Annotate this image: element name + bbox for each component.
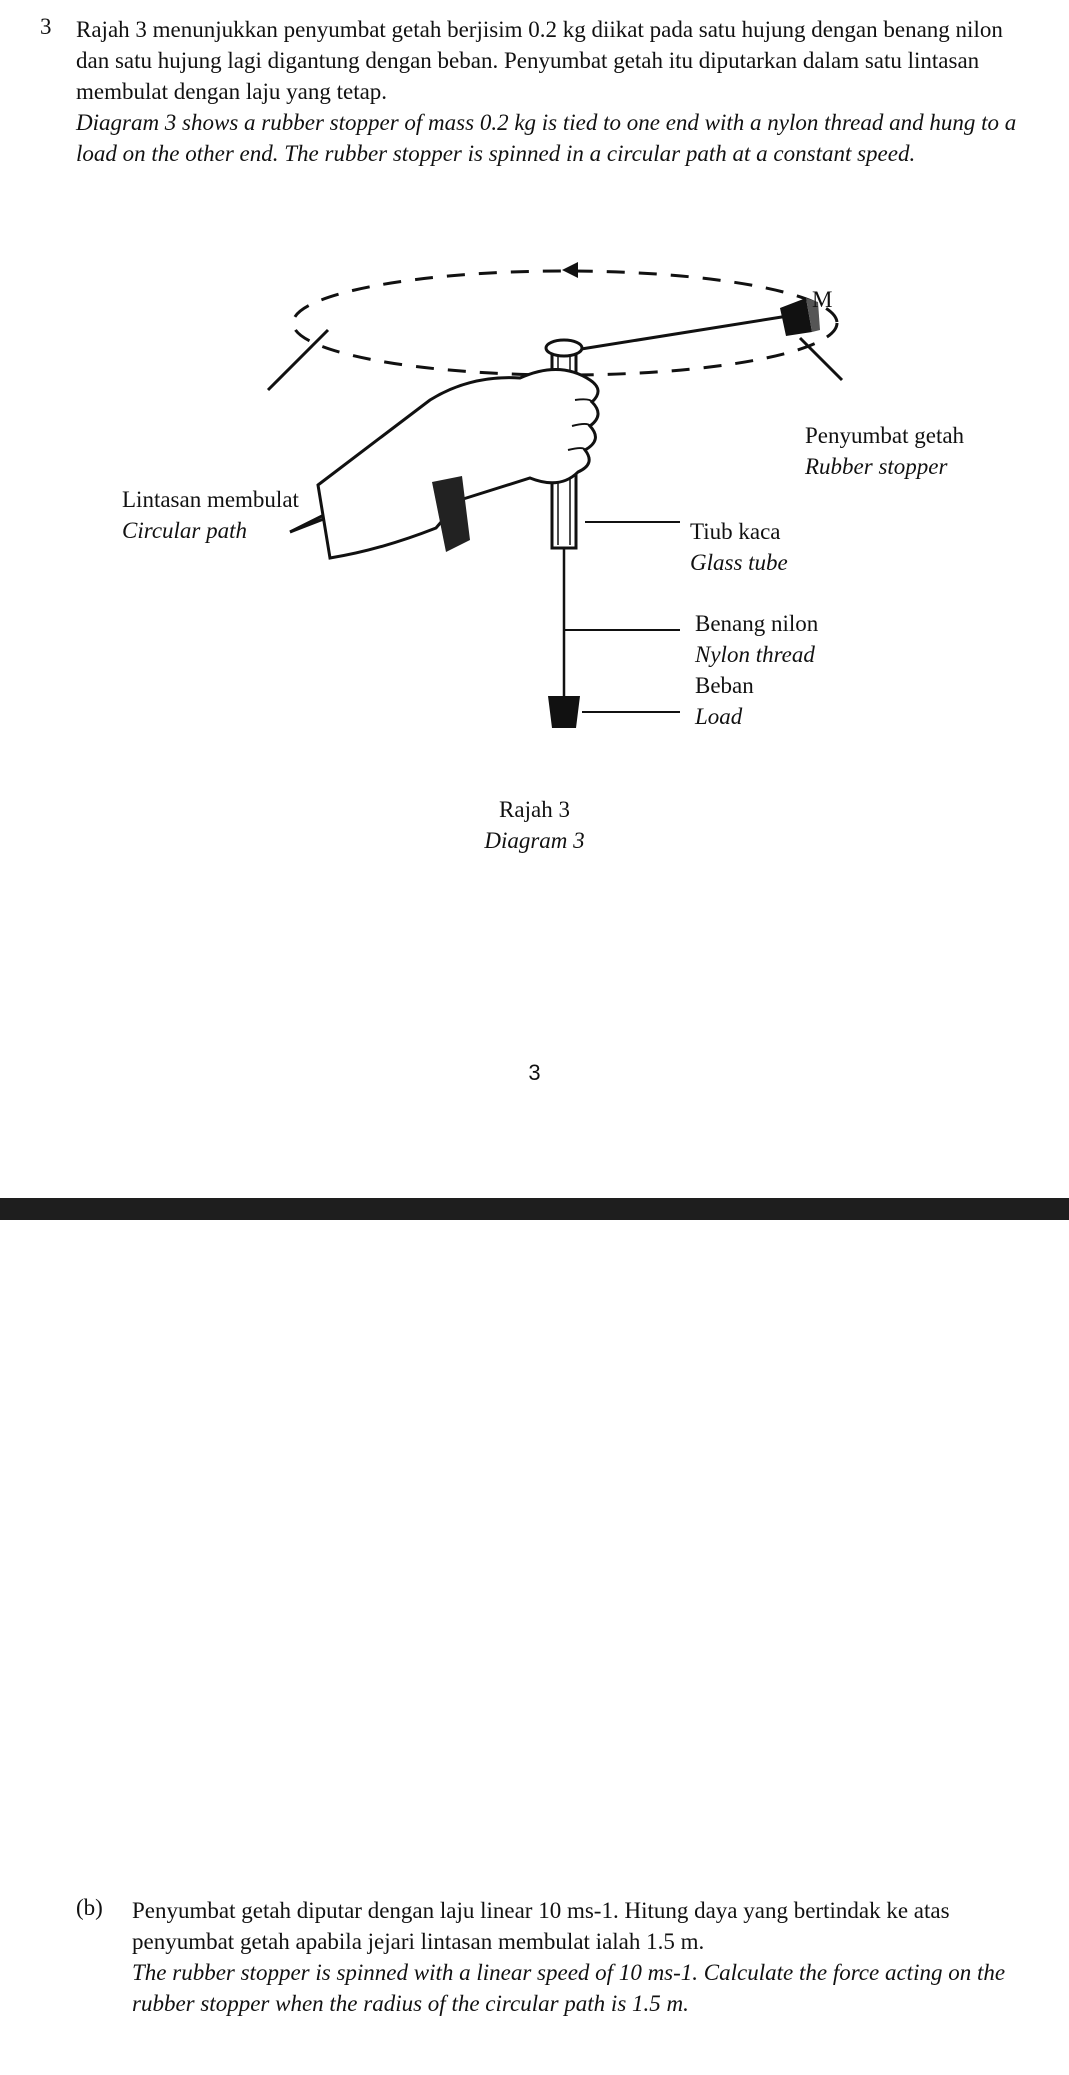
glass-tube-top	[546, 340, 582, 356]
question-number: 3	[40, 14, 52, 39]
label-glass-tube-en: Glass tube	[690, 550, 788, 575]
label-circular-path	[122, 484, 299, 546]
part-b-label: (b)	[76, 1895, 103, 1920]
label-glass-tube-ms: Tiub kaca	[690, 519, 781, 544]
part-b-english: The rubber stopper is spinned with a linear speed of 10 ms-1. Calculate the force acting on the rubber stopper when the radius of the circular path is 1.5 m.	[132, 1960, 1006, 2016]
label-nylon-thread-en: Nylon thread	[695, 642, 815, 667]
label-rubber-stopper	[805, 420, 964, 482]
label-load	[695, 670, 754, 732]
label-rubber-stopper-ms: Penyumbat getah	[805, 423, 965, 448]
label-load-en: Load	[695, 704, 743, 729]
label-circular-path-en: Circular path	[122, 518, 248, 543]
page-divider	[0, 1198, 1069, 1220]
label-nylon-thread-ms: Benang nilon	[695, 611, 819, 636]
intro-english: Diagram 3 shows a rubber stopper of mass 0.2 kg is tied to one end with a nylon thread and hung to a load on the other end. The rubber stopper is spinned in a circular path at a constant speed.	[76, 110, 1017, 166]
page-number: 3	[528, 1060, 541, 1085]
direction-arrow	[562, 262, 578, 278]
load	[548, 696, 580, 728]
rubber-stopper-leader	[800, 338, 842, 380]
thread-to-stopper	[575, 316, 788, 350]
question-intro	[76, 14, 1036, 169]
diagram-caption	[0, 794, 1069, 856]
point-label-m: M	[812, 287, 833, 312]
label-glass-tube	[690, 516, 788, 578]
intro-malay: Rajah 3 menunjukkan penyumbat getah berjisim 0.2 kg diikat pada satu hujung dengan benang nilon dan satu hujung lagi digantung dengan beban. Penyumbat getah itu diputarkan dalam satu lintasan membulat dengan laju yang tetap.	[76, 17, 1003, 104]
part-b-malay: Penyumbat getah diputar dengan laju linear 10 ms-1. Hitung daya yang bertindak ke atas penyumbat getah apabila jejari lintasan membulat ialah 1.5 m.	[132, 1898, 950, 1954]
caption-english: Diagram 3	[484, 828, 585, 853]
label-circular-path-ms: Lintasan membulat	[122, 487, 299, 512]
circular-path-leader	[268, 330, 328, 390]
part-b-question	[132, 1895, 1042, 2019]
label-rubber-stopper-en: Rubber stopper	[805, 454, 948, 479]
caption-malay: Rajah 3	[499, 797, 570, 822]
label-nylon-thread	[695, 608, 818, 670]
label-load-ms: Beban	[695, 673, 754, 698]
